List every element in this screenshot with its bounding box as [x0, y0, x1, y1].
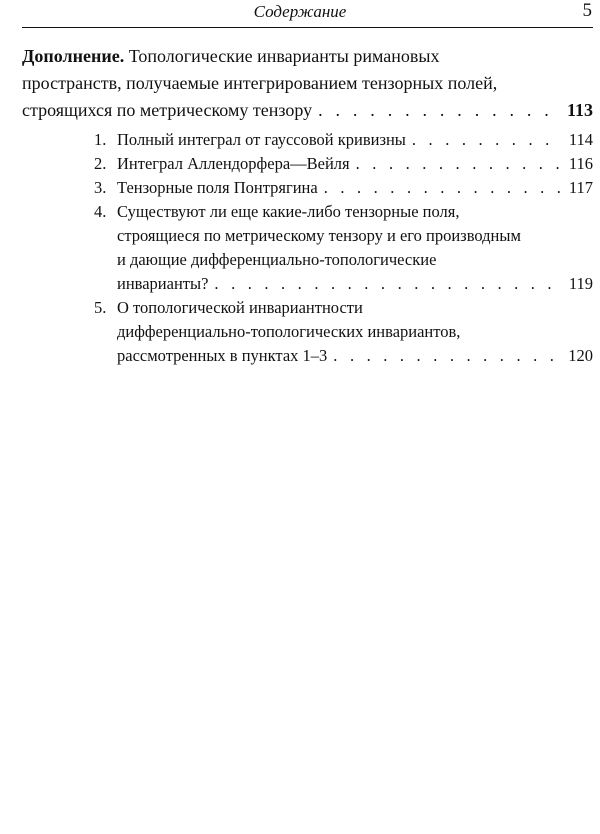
toc-entry-label: Дополнение.: [22, 46, 125, 66]
toc-item-last-line: [117, 344, 593, 368]
header-rule: [22, 27, 593, 28]
toc-item-number: 3.: [94, 178, 107, 197]
toc-item-3: [22, 176, 593, 200]
toc-item-number: 2.: [94, 154, 107, 173]
toc-item-number: 4.: [94, 202, 107, 221]
toc-item-last-line: [117, 152, 593, 176]
toc-item-title: Тензорные поля Понтрягина: [117, 178, 318, 197]
dot-leader: [208, 272, 562, 296]
toc-item-page: 120: [568, 346, 593, 365]
toc-entry-title-part: строящихся по метрическому тензору: [22, 100, 313, 120]
toc-item-1: [22, 128, 593, 152]
toc-item-page: 117: [568, 178, 593, 197]
toc-item-title: рассмотренных в пунктах 1–3: [117, 346, 328, 365]
toc-item-line: строящиеся по метрическому тензору и его производным: [117, 226, 521, 245]
dot-leader: [318, 176, 563, 200]
toc-item-last-line: [117, 128, 593, 152]
dot-leader: [406, 128, 563, 152]
dot-leader: [312, 97, 561, 124]
toc-item-line: Существуют ли еще какие-либо тензорные поля,: [117, 202, 460, 221]
toc-item-page: 116: [568, 154, 593, 173]
toc-entry-page: 113: [566, 100, 593, 120]
dot-leader: [327, 344, 562, 368]
running-header-title: Содержание: [253, 2, 347, 21]
page-number: 5: [582, 0, 592, 21]
toc-item-line: дифференциально-топологических инвариантов,: [117, 322, 461, 341]
toc-item-5: [22, 296, 593, 368]
toc-entry-line: [22, 43, 593, 70]
toc-item-title: Полный интеграл от гауссовой кривизны: [117, 130, 406, 149]
running-header: [0, 0, 600, 30]
toc-item-title: Интеграл Аллендорфера—Вейля: [117, 154, 350, 173]
toc-entry-appendix: [22, 43, 593, 124]
dot-leader: [350, 152, 563, 176]
toc-item-page: 119: [568, 274, 593, 293]
toc-item-2: [22, 152, 593, 176]
toc-item-number: 5.: [94, 298, 107, 317]
toc-item-title: инварианты?: [117, 274, 209, 293]
toc-item-page: 114: [568, 130, 593, 149]
toc-item-number: 1.: [94, 130, 107, 149]
toc-entry-line: пространств, получаемые интегрированием тензорных полей,: [22, 73, 498, 93]
toc-item-4: [22, 200, 593, 296]
toc-entry-title-part: Топологические инварианты римановых: [124, 46, 440, 66]
toc-item-last-line: [117, 272, 593, 296]
toc-entry-last-line: [22, 97, 593, 124]
toc-item-last-line: [117, 176, 593, 200]
toc-item-line: и дающие дифференциально-топологические: [117, 250, 437, 269]
toc-item-line: О топологической инвариантности: [117, 298, 363, 317]
table-of-contents: [22, 43, 593, 368]
